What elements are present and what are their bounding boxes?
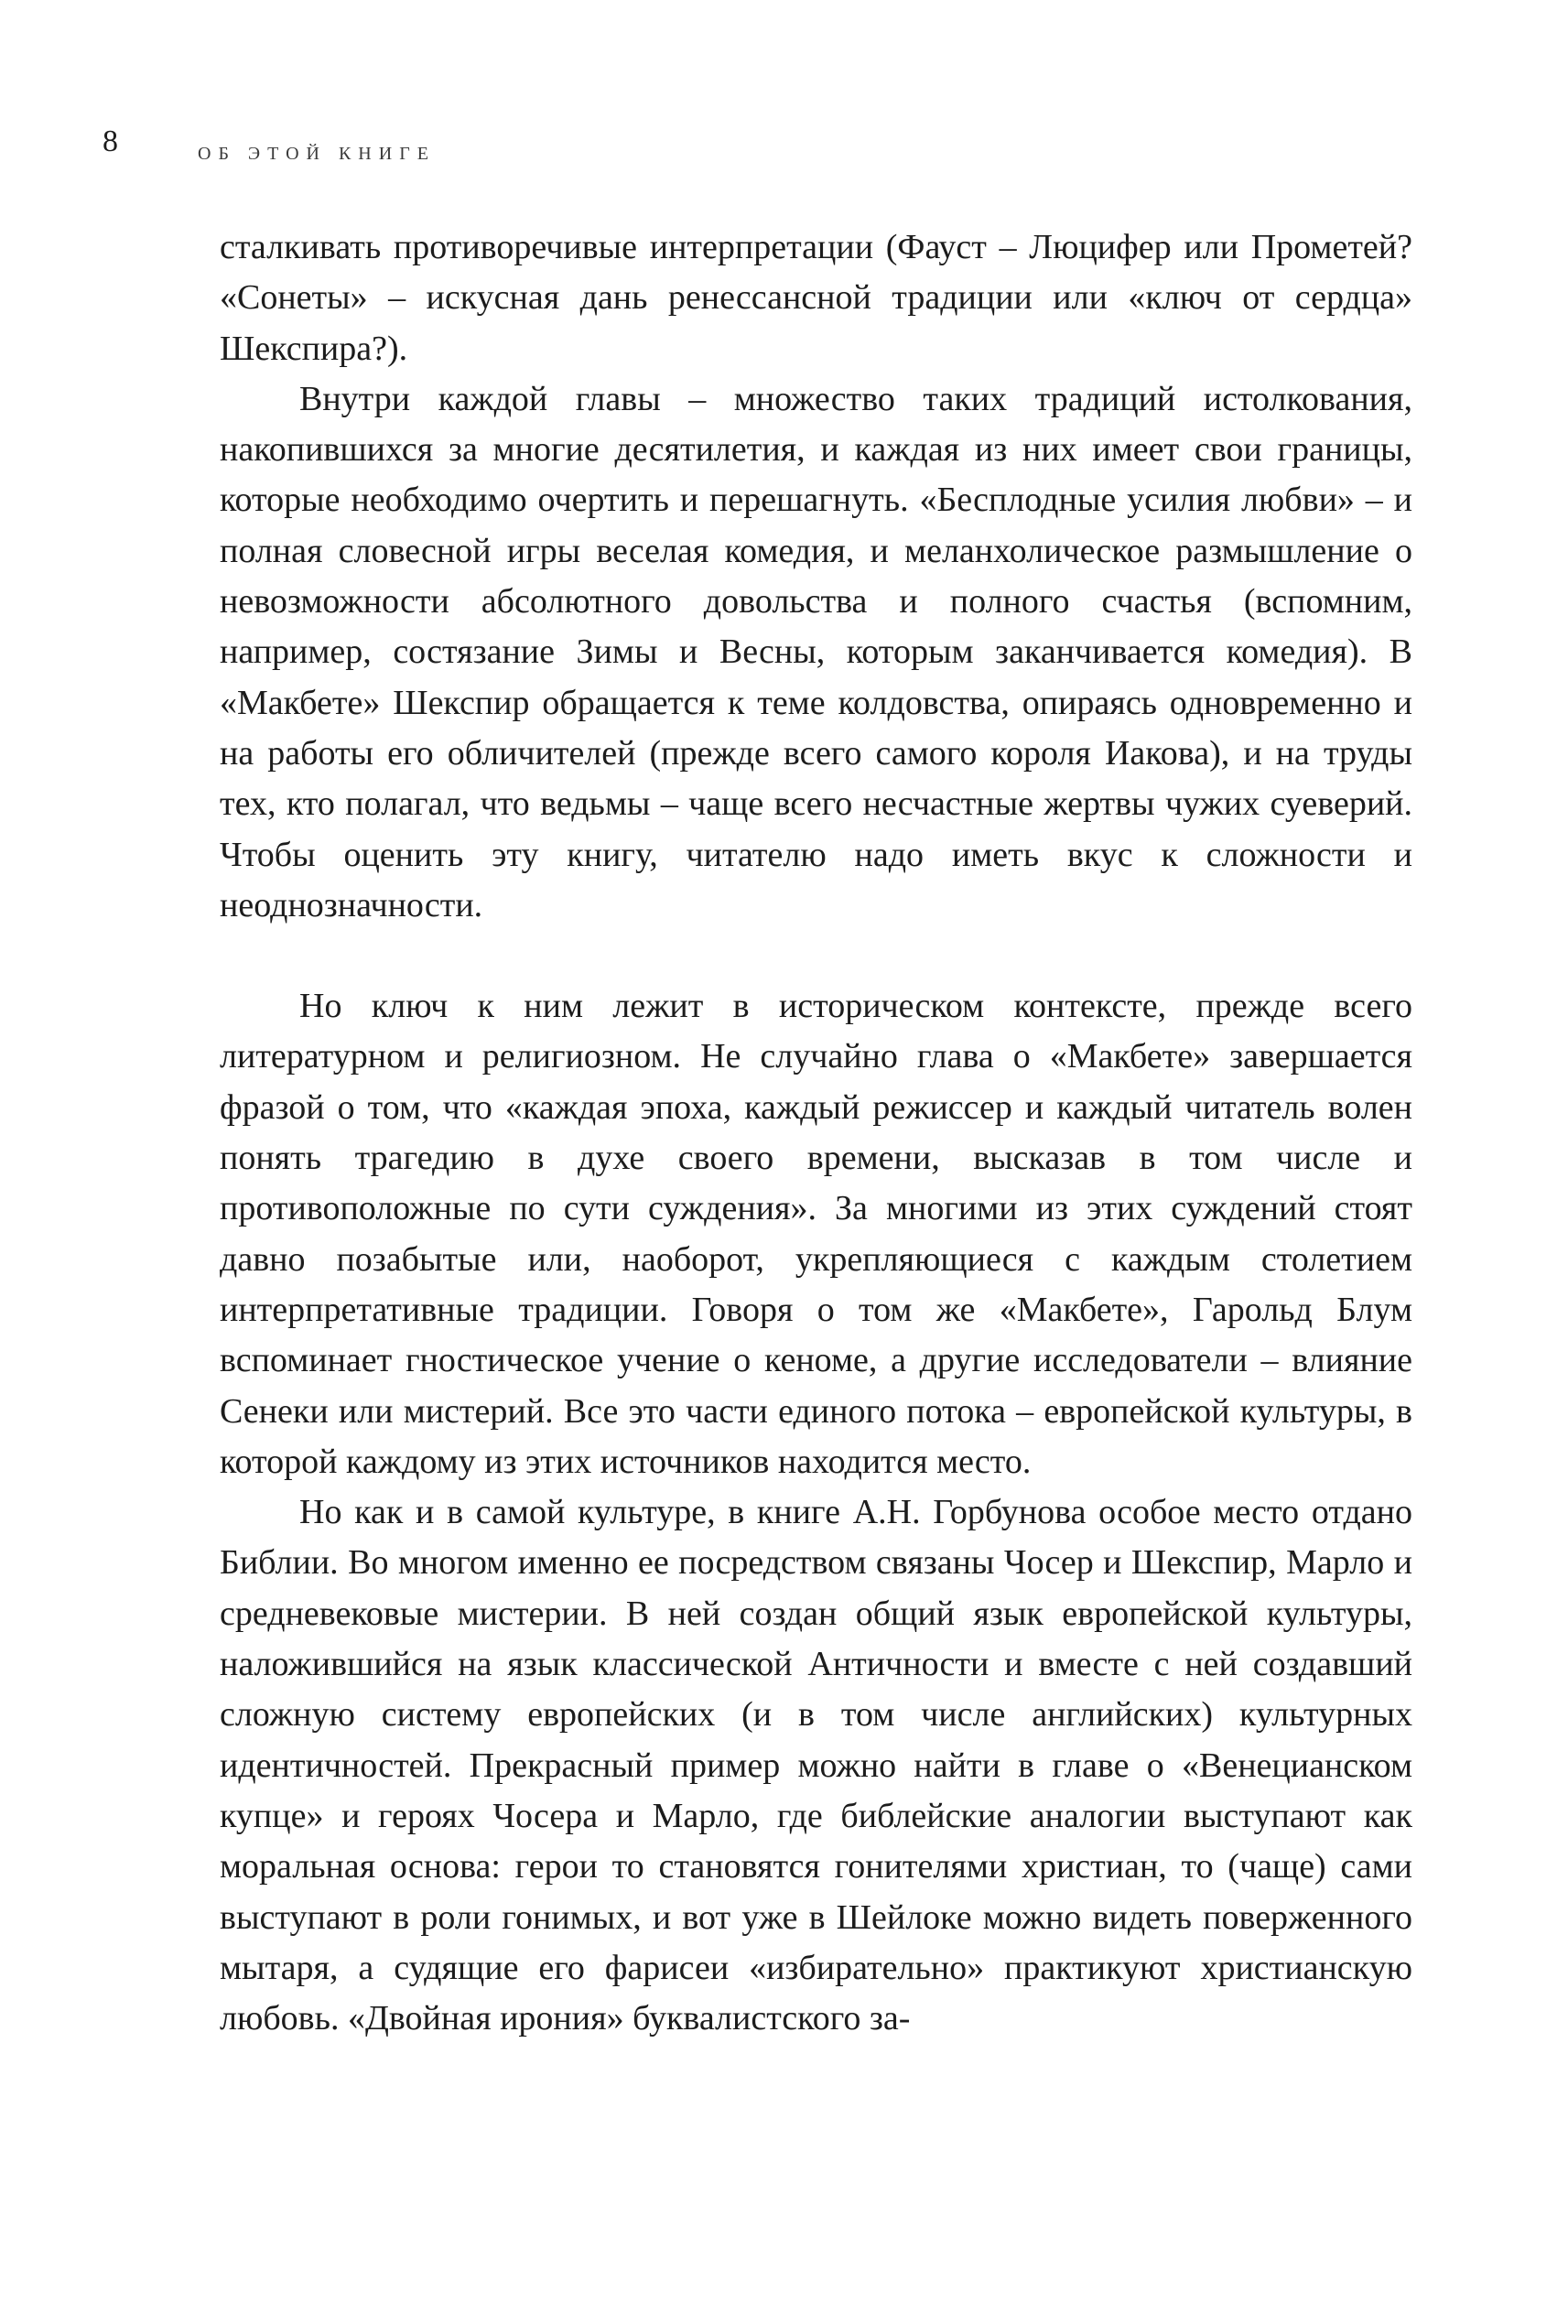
body-text <box>220 222 1412 2044</box>
paragraph: Но ключ к ним лежит в историческом контексте, прежде всего литературном и религиозном. Не случайно глава о «Макбете» завершается фразой о том, что «каждая эпоха, каждый режиссер и каждый читатель волен понять трагедию в духе своего времени, высказав в том числе и противоположные по сути суждения». За многими из этих суждений стоят давно позабытые или, наоборот, укрепляющиеся с каждым столетием интерпретативные традиции. Говоря о том же «Макбете», Гарольд Блум вспоминает гностическое учение о кеноме, а другие исследователи – влияние Сенеки или мистерий. Все это части единого потока – европейской культуры, в которой каждому из этих источников находится место. <box>220 987 1412 1481</box>
paragraph: Внутри каждой главы – множество таких традиций истолкования, накопившихся за многие десятилетия, и каждая из них имеет свои границы, которые необходимо очертить и перешагнуть. «Бесплодные усилия любви» – и полная словесной игры веселая комедия, и меланхолическое размышление о невозможности абсолютного довольства и полного счастья (вспомним, например, состязание Зимы и Весны, которым заканчивается комедия). В «Макбете» Шекспир обращается к теме колдовства, опираясь одновременно и на работы его обличителей (прежде всего самого короля Иакова), и на труды тех, кто полагал, что ведьмы – чаще всего несчастные жертвы чужих суеверий. Чтобы оценить эту книгу, читателю надо иметь вкус к сложности и неоднозначности. <box>220 379 1412 924</box>
paragraph: Но как и в самой культуре, в книге А.Н. Горбунова особое место отдано Библии. Во многом именно ее посредством связаны Чосер и Шекспир, Марло и средневековые мистерии. В ней создан общий язык европейской культуры, наложившийся на язык классической Античности и вместе с ней создавший сложную систему европейских (и в том числе английских) культурных идентичностей. Прекрасный пример можно найти в главе о «Венецианском купце» и героях Чосера и Марло, где библейские аналогии выступают как моральная основа: герои то становятся гонителями христиан, то (чаще) сами выступают в роли гонимых, и вот уже в Шейлоке можно видеть поверженного мытаря, а судящие его фарисеи «избирательно» практикуют христианскую любовь. «Двойная ирония» буквалистского за- <box>220 1493 1412 2038</box>
page-number: 8 <box>103 124 118 158</box>
running-header: ОБ ЭТОЙ КНИГЕ <box>198 144 436 164</box>
paragraph: сталкивать противоречивые интерпретации (Фауст – Люцифер или Прометей? «Сонеты» – искусная дань ренессансной традиции или «ключ от сердца» Шекспира?). <box>220 228 1412 368</box>
